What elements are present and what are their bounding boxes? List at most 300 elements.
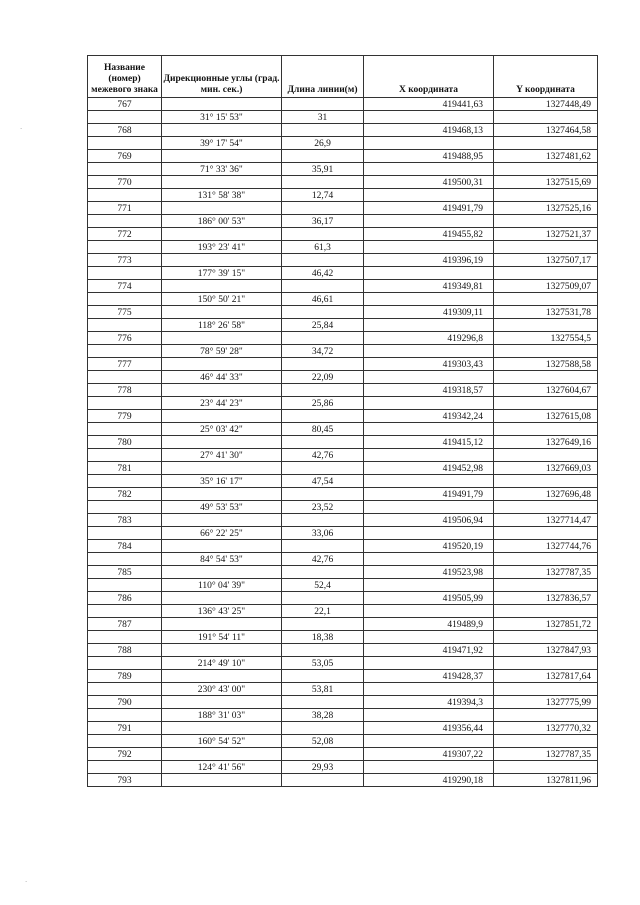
line-length-cell: 47,54 [282,475,364,488]
x-coordinate-cell: 419468,13 [364,124,494,137]
empty-name-cell [88,111,162,124]
point-row [88,254,598,267]
y-coordinate-cell: 1327481,62 [494,150,598,163]
empty-y-cell [494,111,598,124]
empty-angle-cell [162,514,282,527]
empty-x-cell [364,761,494,774]
empty-length-cell [282,748,364,761]
empty-x-cell [364,267,494,280]
empty-name-cell [88,215,162,228]
direction-angle-cell: 191° 54' 11" [162,631,282,644]
direction-angle-cell: 31° 15' 53" [162,111,282,124]
point-name-cell: 779 [88,410,162,423]
line-length-cell: 22,1 [282,605,364,618]
x-coordinate-cell: 419428,37 [364,670,494,683]
line-length-cell: 34,72 [282,345,364,358]
segment-row [88,735,598,748]
y-coordinate-cell: 1327509,07 [494,280,598,293]
direction-angle-cell: 66° 22' 25" [162,527,282,540]
x-coordinate-cell: 419441,63 [364,98,494,111]
line-length-cell: 53,05 [282,657,364,670]
segment-row [88,605,598,618]
point-row [88,514,598,527]
point-name-cell: 782 [88,488,162,501]
segment-row [88,163,598,176]
point-name-cell: 784 [88,540,162,553]
y-coordinate-cell: 1327554,5 [494,332,598,345]
empty-angle-cell [162,748,282,761]
empty-name-cell [88,605,162,618]
empty-name-cell [88,397,162,410]
empty-length-cell [282,514,364,527]
empty-length-cell [282,488,364,501]
point-row [88,722,598,735]
empty-x-cell [364,371,494,384]
empty-length-cell [282,384,364,397]
point-row [88,774,598,787]
point-row [88,462,598,475]
x-coordinate-cell: 419318,57 [364,384,494,397]
empty-y-cell [494,241,598,254]
empty-angle-cell [162,98,282,111]
direction-angle-cell: 188° 31' 03" [162,709,282,722]
line-length-cell: 61,3 [282,241,364,254]
segment-row [88,709,598,722]
empty-angle-cell [162,462,282,475]
empty-y-cell [494,397,598,410]
line-length-cell: 29,93 [282,761,364,774]
direction-angle-cell: 23° 44' 23" [162,397,282,410]
direction-angle-cell: 150° 50' 21" [162,293,282,306]
x-coordinate-cell: 419309,11 [364,306,494,319]
empty-name-cell [88,449,162,462]
empty-y-cell [494,449,598,462]
empty-length-cell [282,462,364,475]
x-coordinate-cell: 419307,22 [364,748,494,761]
empty-length-cell [282,774,364,787]
line-length-cell: 26,9 [282,137,364,150]
segment-row [88,579,598,592]
empty-y-cell [494,709,598,722]
empty-name-cell [88,527,162,540]
line-length-cell: 33,06 [282,527,364,540]
x-coordinate-cell: 419349,81 [364,280,494,293]
line-length-cell: 12,74 [282,189,364,202]
direction-angle-cell: 186° 00' 53" [162,215,282,228]
empty-angle-cell [162,254,282,267]
point-name-cell: 776 [88,332,162,345]
x-coordinate-cell: 419500,31 [364,176,494,189]
point-name-cell: 772 [88,228,162,241]
point-name-cell: 773 [88,254,162,267]
empty-length-cell [282,202,364,215]
empty-y-cell [494,267,598,280]
segment-row [88,111,598,124]
y-coordinate-cell: 1327696,48 [494,488,598,501]
line-length-cell: 25,84 [282,319,364,332]
y-coordinate-cell: 1327669,03 [494,462,598,475]
empty-length-cell [282,592,364,605]
empty-angle-cell [162,488,282,501]
point-name-cell: 781 [88,462,162,475]
empty-angle-cell [162,436,282,449]
x-coordinate-cell: 419491,79 [364,202,494,215]
point-row [88,436,598,449]
segment-row [88,527,598,540]
empty-length-cell [282,722,364,735]
x-coordinate-cell: 419396,19 [364,254,494,267]
empty-name-cell [88,345,162,358]
empty-length-cell [282,696,364,709]
point-name-cell: 786 [88,592,162,605]
point-row [88,540,598,553]
empty-angle-cell [162,358,282,371]
direction-angle-cell: 177° 39' 15" [162,267,282,280]
empty-angle-cell [162,722,282,735]
segment-row [88,345,598,358]
x-coordinate-cell: 419342,24 [364,410,494,423]
line-length-cell: 22,09 [282,371,364,384]
point-row [88,358,598,371]
header-point-name: Название (номер) межевого знака [88,56,162,98]
point-row [88,696,598,709]
line-length-cell: 46,61 [282,293,364,306]
y-coordinate-cell: 1327847,93 [494,644,598,657]
empty-name-cell [88,267,162,280]
x-coordinate-cell: 419290,18 [364,774,494,787]
y-coordinate-cell: 1327836,57 [494,592,598,605]
point-row [88,566,598,579]
empty-y-cell [494,553,598,566]
y-coordinate-cell: 1327604,67 [494,384,598,397]
direction-angle-cell: 84° 54' 53" [162,553,282,566]
empty-y-cell [494,605,598,618]
y-coordinate-cell: 1327811,96 [494,774,598,787]
empty-x-cell [364,319,494,332]
line-length-cell: 18,38 [282,631,364,644]
line-length-cell: 42,76 [282,553,364,566]
point-row [88,306,598,319]
segment-row [88,657,598,670]
point-row [88,488,598,501]
header-direction-angle: Дирекционные углы (град. мин. сек.) [162,56,282,98]
x-coordinate-cell: 419491,79 [364,488,494,501]
empty-name-cell [88,501,162,514]
point-row [88,228,598,241]
point-row [88,124,598,137]
empty-length-cell [282,566,364,579]
empty-x-cell [364,215,494,228]
segment-row [88,215,598,228]
point-name-cell: 787 [88,618,162,631]
empty-y-cell [494,475,598,488]
point-name-cell: 793 [88,774,162,787]
empty-angle-cell [162,774,282,787]
line-length-cell: 80,45 [282,423,364,436]
empty-y-cell [494,423,598,436]
empty-name-cell [88,709,162,722]
x-coordinate-cell: 419296,8 [364,332,494,345]
empty-name-cell [88,475,162,488]
x-coordinate-cell: 419455,82 [364,228,494,241]
empty-length-cell [282,540,364,553]
segment-row [88,371,598,384]
empty-angle-cell [162,150,282,163]
line-length-cell: 23,52 [282,501,364,514]
empty-angle-cell [162,228,282,241]
empty-name-cell [88,683,162,696]
header-line-length: Длина линии(м) [282,56,364,98]
point-row [88,644,598,657]
empty-y-cell [494,137,598,150]
point-name-cell: 777 [88,358,162,371]
empty-y-cell [494,683,598,696]
y-coordinate-cell: 1327464,58 [494,124,598,137]
empty-name-cell [88,293,162,306]
empty-name-cell [88,189,162,202]
direction-angle-cell: 35° 16' 17" [162,475,282,488]
empty-x-cell [364,735,494,748]
point-row [88,748,598,761]
point-name-cell: 780 [88,436,162,449]
line-length-cell: 52,4 [282,579,364,592]
direction-angle-cell: 124° 41' 56" [162,761,282,774]
empty-y-cell [494,761,598,774]
point-row [88,176,598,189]
y-coordinate-cell: 1327787,35 [494,748,598,761]
empty-angle-cell [162,592,282,605]
x-coordinate-cell: 419488,95 [364,150,494,163]
y-coordinate-cell: 1327787,35 [494,566,598,579]
empty-x-cell [364,293,494,306]
segment-row [88,137,598,150]
y-coordinate-cell: 1327744,76 [494,540,598,553]
point-row [88,202,598,215]
y-coordinate-cell: 1327649,16 [494,436,598,449]
empty-x-cell [364,475,494,488]
y-coordinate-cell: 1327775,99 [494,696,598,709]
empty-angle-cell [162,670,282,683]
segment-row [88,761,598,774]
point-row [88,280,598,293]
direction-angle-cell: 136° 43' 25" [162,605,282,618]
boundary-coordinates-table [87,55,598,787]
empty-y-cell [494,163,598,176]
segment-row [88,241,598,254]
segment-row [88,683,598,696]
segment-row [88,449,598,462]
empty-length-cell [282,176,364,189]
point-row [88,592,598,605]
empty-name-cell [88,319,162,332]
empty-x-cell [364,709,494,722]
y-coordinate-cell: 1327521,37 [494,228,598,241]
empty-y-cell [494,631,598,644]
empty-name-cell [88,137,162,150]
point-name-cell: 774 [88,280,162,293]
point-name-cell: 792 [88,748,162,761]
empty-y-cell [494,319,598,332]
direction-angle-cell: 46° 44' 33" [162,371,282,384]
point-row [88,384,598,397]
empty-length-cell [282,670,364,683]
y-coordinate-cell: 1327714,47 [494,514,598,527]
empty-angle-cell [162,696,282,709]
empty-angle-cell [162,644,282,657]
line-length-cell: 35,91 [282,163,364,176]
empty-angle-cell [162,306,282,319]
point-name-cell: 791 [88,722,162,735]
empty-x-cell [364,241,494,254]
empty-x-cell [364,553,494,566]
empty-length-cell [282,306,364,319]
line-length-cell: 53,81 [282,683,364,696]
empty-x-cell [364,345,494,358]
empty-angle-cell [162,618,282,631]
direction-angle-cell: 230° 43' 00" [162,683,282,696]
empty-name-cell [88,371,162,384]
direction-angle-cell: 110° 04' 39" [162,579,282,592]
header-y-coordinate: Y координата [494,56,598,98]
x-coordinate-cell: 419452,98 [364,462,494,475]
empty-x-cell [364,605,494,618]
empty-name-cell [88,657,162,670]
segment-row [88,293,598,306]
direction-angle-cell: 25° 03' 42" [162,423,282,436]
table-header-row [88,56,598,98]
x-coordinate-cell: 419356,44 [364,722,494,735]
y-coordinate-cell: 1327817,64 [494,670,598,683]
point-row [88,618,598,631]
empty-y-cell [494,189,598,202]
segment-row [88,501,598,514]
empty-length-cell [282,358,364,371]
segment-row [88,189,598,202]
scan-speck: · [20,125,23,133]
y-coordinate-cell: 1327525,16 [494,202,598,215]
empty-length-cell [282,410,364,423]
direction-angle-cell: 118° 26' 58" [162,319,282,332]
segment-row [88,319,598,332]
segment-row [88,475,598,488]
x-coordinate-cell: 419489,9 [364,618,494,631]
segment-row [88,267,598,280]
empty-x-cell [364,111,494,124]
segment-row [88,553,598,566]
table-body [88,98,598,787]
empty-x-cell [364,189,494,202]
x-coordinate-cell: 419506,94 [364,514,494,527]
empty-name-cell [88,761,162,774]
empty-x-cell [364,449,494,462]
empty-angle-cell [162,202,282,215]
y-coordinate-cell: 1327507,17 [494,254,598,267]
empty-angle-cell [162,566,282,579]
segment-row [88,631,598,644]
y-coordinate-cell: 1327615,08 [494,410,598,423]
x-coordinate-cell: 419394,3 [364,696,494,709]
point-row [88,410,598,423]
point-row [88,670,598,683]
direction-angle-cell: 27° 41' 30" [162,449,282,462]
empty-length-cell [282,618,364,631]
empty-y-cell [494,579,598,592]
point-row [88,98,598,111]
empty-length-cell [282,644,364,657]
line-length-cell: 46,42 [282,267,364,280]
empty-x-cell [364,137,494,150]
empty-y-cell [494,371,598,384]
x-coordinate-cell: 419523,98 [364,566,494,579]
empty-x-cell [364,163,494,176]
empty-length-cell [282,280,364,293]
point-name-cell: 771 [88,202,162,215]
empty-length-cell [282,150,364,163]
empty-name-cell [88,423,162,436]
empty-x-cell [364,683,494,696]
segment-row [88,397,598,410]
empty-y-cell [494,657,598,670]
direction-angle-cell: 214° 49' 10" [162,657,282,670]
point-name-cell: 789 [88,670,162,683]
point-name-cell: 788 [88,644,162,657]
empty-length-cell [282,228,364,241]
point-name-cell: 770 [88,176,162,189]
empty-name-cell [88,735,162,748]
empty-y-cell [494,735,598,748]
x-coordinate-cell: 419415,12 [364,436,494,449]
empty-angle-cell [162,384,282,397]
direction-angle-cell: 49° 53' 53" [162,501,282,514]
point-row [88,150,598,163]
empty-angle-cell [162,176,282,189]
empty-angle-cell [162,540,282,553]
direction-angle-cell: 160° 54' 52" [162,735,282,748]
direction-angle-cell: 39° 17' 54" [162,137,282,150]
y-coordinate-cell: 1327515,69 [494,176,598,189]
line-length-cell: 38,28 [282,709,364,722]
point-name-cell: 769 [88,150,162,163]
point-name-cell: 768 [88,124,162,137]
point-name-cell: 775 [88,306,162,319]
empty-y-cell [494,345,598,358]
empty-x-cell [364,527,494,540]
empty-name-cell [88,579,162,592]
empty-name-cell [88,241,162,254]
empty-angle-cell [162,280,282,293]
y-coordinate-cell: 1327448,49 [494,98,598,111]
point-name-cell: 778 [88,384,162,397]
empty-length-cell [282,254,364,267]
empty-y-cell [494,215,598,228]
empty-name-cell [88,631,162,644]
x-coordinate-cell: 419520,19 [364,540,494,553]
point-name-cell: 785 [88,566,162,579]
direction-angle-cell: 71° 33' 36" [162,163,282,176]
empty-x-cell [364,423,494,436]
segment-row [88,423,598,436]
direction-angle-cell: 78° 59' 28" [162,345,282,358]
empty-length-cell [282,124,364,137]
empty-length-cell [282,98,364,111]
empty-name-cell [88,553,162,566]
y-coordinate-cell: 1327531,78 [494,306,598,319]
empty-y-cell [494,501,598,514]
x-coordinate-cell: 419303,43 [364,358,494,371]
header-x-coordinate: X координата [364,56,494,98]
empty-angle-cell [162,332,282,345]
empty-angle-cell [162,410,282,423]
